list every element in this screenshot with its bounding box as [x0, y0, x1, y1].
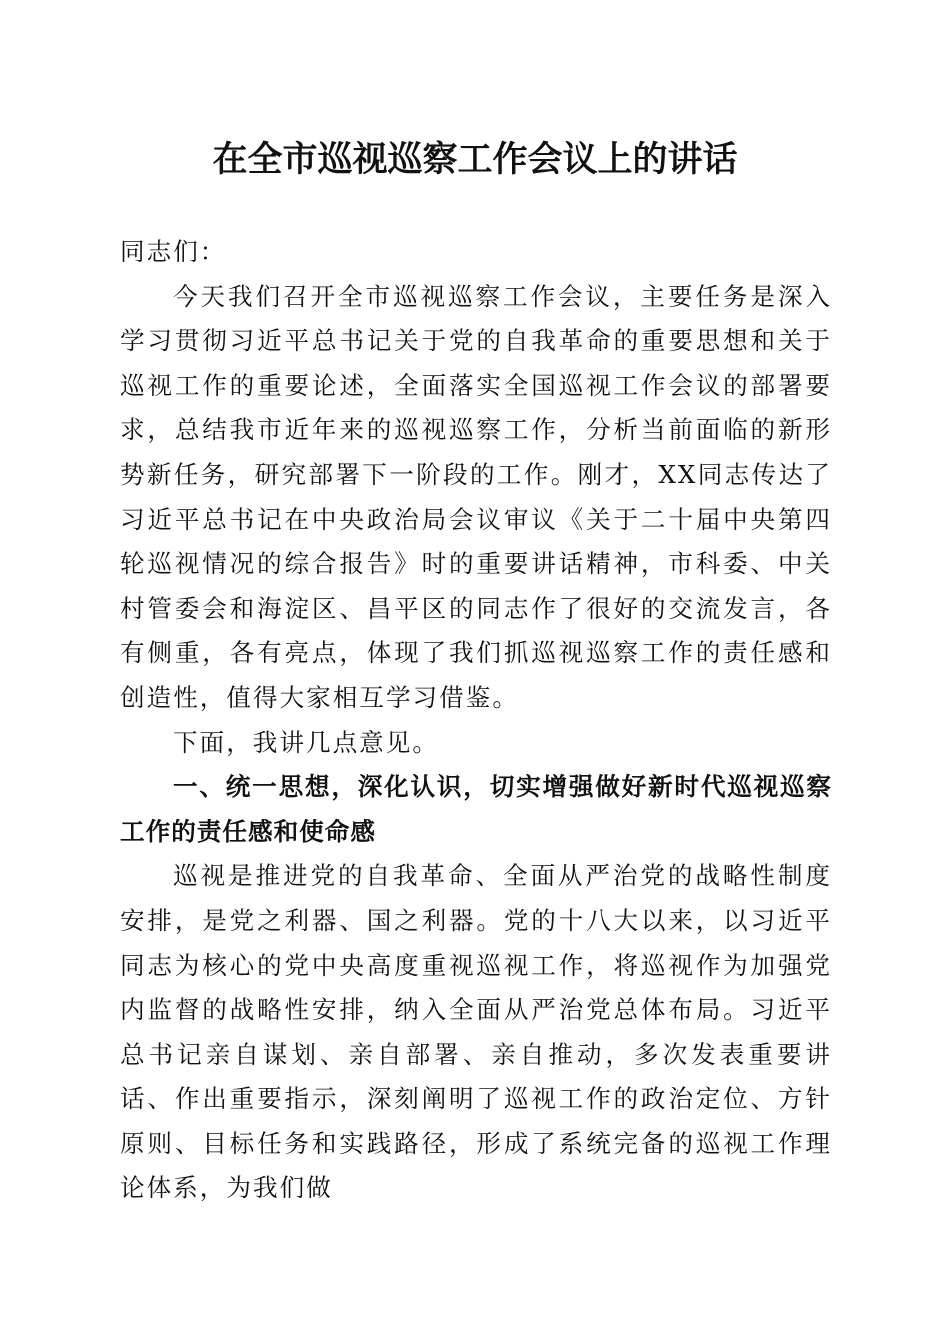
salutation: 同志们：: [120, 237, 227, 266]
section-heading: 一、统一思想，深化认识，切实增强做好新时代巡视巡察工作的责任感和使命感: [120, 772, 832, 846]
document-body: [120, 230, 832, 1211]
paragraph-intro: 今天我们召开全市巡视巡察工作会议，主要任务是深入学习贯彻习近平总书记关于党的自我革命的重要思想和关于巡视工作的重要论述，全面落实全国巡视工作会议的部署要求，总结我市近年来的巡视巡察工作，分析当前面临的新形势新任务，研究部署下一阶段的工作。刚才，XX同志传达了习近平总书记在中央政治局会议审议《关于二十届中央第四轮巡视情况的综合报告》时的重要讲话精神，市科委、中关村管委会和海淀区、昌平区的同志作了很好的交流发言，各有侧重，各有亮点，体现了我们抓巡视巡察工作的责任感和创造性，值得大家相互学习借鉴。: [120, 281, 832, 712]
document-title: 在全市巡视巡察工作会议上的讲话: [212, 139, 738, 180]
paragraph-transition: 下面，我讲几点意见。: [173, 727, 439, 757]
section-paragraph: 巡视是推进党的自我革命、全面从严治党的战略性制度安排，是党之利器、国之利器。党的十八大以来，以习近平同志为核心的党中央高度重视巡视工作，将巡视作为加强党内监督的战略性安排，纳入全面从严治党总体布局。习近平总书记亲自谋划、亲自部署、亲自推动，多次发表重要讲话、作出重要指示，深刻阐明了巡视工作的政治定位、方针原则、目标任务和实践路径，形成了系统完备的巡视工作理论体系，为我们做: [120, 861, 832, 1203]
